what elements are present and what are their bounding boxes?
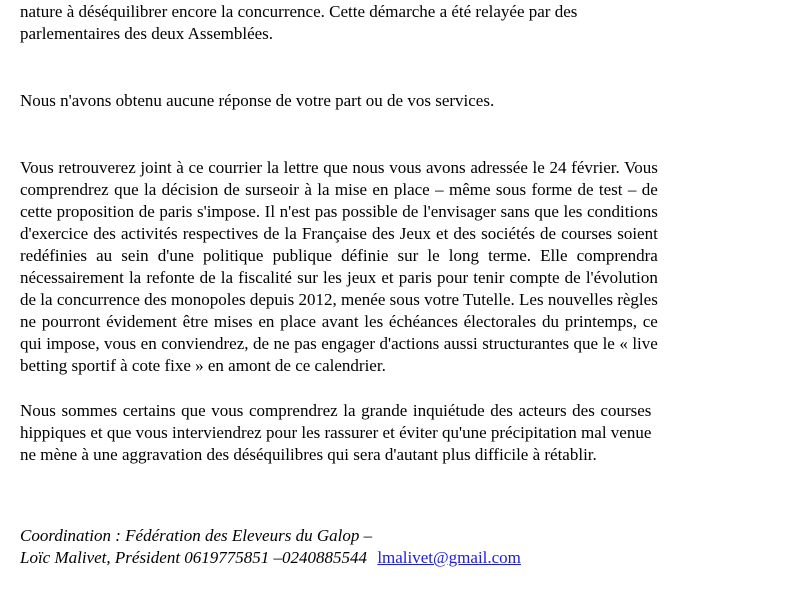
- text-line: redéfinies au sein d'une politique publique définie sur le long terme. Elle comprendra: [20, 246, 658, 265]
- text-line: ne mène à une aggravation des déséquilibres qui sera d'autant plus difficile à rétablir.: [20, 445, 597, 464]
- text-line: Nous n'avons obtenu aucune réponse de votre part ou de vos services.: [20, 91, 495, 110]
- text-line: Nous sommes certains que vous comprendrez la grande inquiétude des acteurs des courses: [20, 401, 652, 420]
- paragraph-conclusion: [20, 400, 651, 466]
- text-line: comprendrez que la décision de surseoir à la mise en place – même sous forme de test – de: [20, 180, 658, 199]
- text-line: ne pourront évidement être mises en place avant les échéances électorales du printemps, ce: [20, 312, 658, 331]
- text-line: de la concurrence des monopoles depuis 2012, menée sous votre Tutelle. Les nouvelles règles: [20, 290, 658, 309]
- email-link[interactable]: lmalivet@gmail.com: [377, 548, 521, 567]
- text-line: nature à déséquilibrer encore la concurrence. Cette démarche a été relayée par des: [20, 2, 578, 21]
- paragraph-concurrence: [20, 1, 577, 45]
- paragraph-attached-letter: [20, 157, 658, 377]
- text-line: hippiques et que vous interviendrez pour les rassurer et éviter qu'une précipitation mal venue: [20, 423, 652, 442]
- text-line: betting sportif à cote fixe » en amont de ce calendrier.: [20, 356, 386, 375]
- text-line: parlementaires des deux Assemblées.: [20, 24, 274, 43]
- signature-block: [20, 525, 521, 569]
- text-line: d'exercice des activités respectives de la Française des Jeux et des sociétés de courses soient: [20, 224, 658, 243]
- signature-contact: [20, 547, 521, 569]
- text-line: qui impose, vous en conviendrez, de ne pas engager d'actions aussi structurantes que le « live: [20, 334, 658, 353]
- signature-name-phones: Loïc Malivet, Président 0619775851 –0240885544: [20, 548, 368, 567]
- paragraph-no-response: [20, 90, 494, 112]
- text-line: nécessairement la refonte de la fiscalité sur les jeux et paris pour tenir compte de l'évolution: [20, 268, 658, 287]
- text-line: cette proposition de paris s'impose. Il n'est pas possible de l'envisager sans que les conditions: [20, 202, 658, 221]
- signature-coordination: Coordination : Fédération des Eleveurs du Galop –: [20, 526, 373, 545]
- text-line: Vous retrouverez joint à ce courrier la lettre que nous vous avons adressée le 24 février. Vous: [20, 158, 658, 177]
